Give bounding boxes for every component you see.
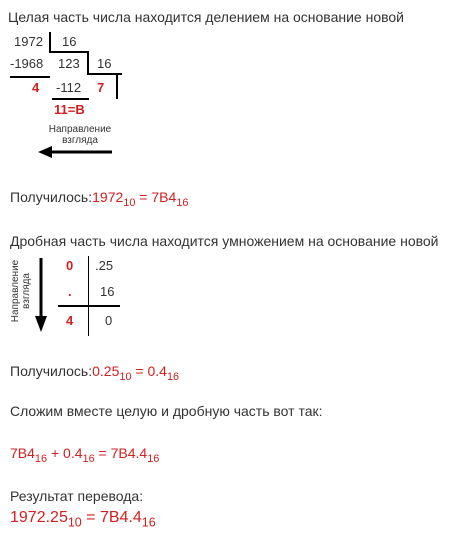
table-cell: 4 <box>66 313 74 328</box>
table-cell: . <box>68 284 72 299</box>
subtrahend-1: -1968 <box>10 56 44 71</box>
result-fraction: $Получилось:0.25_{10} = 0.4_{16}$ <box>10 363 180 383</box>
table-cell: 16 <box>100 284 115 299</box>
final-result-label: Результат перевода: <box>10 488 144 504</box>
remainder-2-label: 11=B <box>54 102 85 117</box>
combine-text: Сложим вместе целую и дробную часть вот так: <box>10 403 323 419</box>
remainder-1: 4 <box>32 80 40 95</box>
dividend: 1972 <box>14 34 43 49</box>
combine-formula: $7B4_{16} + 0.4_{16} = 7B4.4_{16}$ <box>10 445 160 465</box>
divisor-2: 16 <box>97 56 112 71</box>
fraction-part-heading: Дробная часть числа находится умножением на основание новой <box>10 233 439 249</box>
quotient-1: 123 <box>58 56 80 71</box>
quotient-2: 7 <box>97 80 105 95</box>
final-result: $1972.25_{10} = 7B4.4_{16}$ <box>10 509 156 530</box>
division-line <box>116 73 118 99</box>
result-integer: $Получилось:1972_{10} = 7B4_{16}$ <box>10 189 189 209</box>
table-cell: 0 <box>105 313 113 328</box>
division-line <box>49 32 51 52</box>
table-line <box>58 305 120 307</box>
table-cell: .25 <box>95 258 114 273</box>
division-line <box>87 51 89 75</box>
division-line <box>52 98 89 100</box>
table-line <box>88 256 89 336</box>
arrow-left-icon <box>38 145 114 159</box>
table-cell: 0 <box>66 258 74 273</box>
direction-label: Направление взгляда <box>48 124 112 146</box>
arrow-down-icon <box>34 258 48 332</box>
vertical-direction-label: Направление взгляда <box>10 259 32 323</box>
subtrahend-2: -112 <box>56 80 82 95</box>
divisor-1: 16 <box>62 34 77 49</box>
division-line <box>49 51 89 53</box>
integer-part-heading: Целая часть числа находится делением на основание новой <box>8 9 404 25</box>
division-line <box>10 76 50 78</box>
